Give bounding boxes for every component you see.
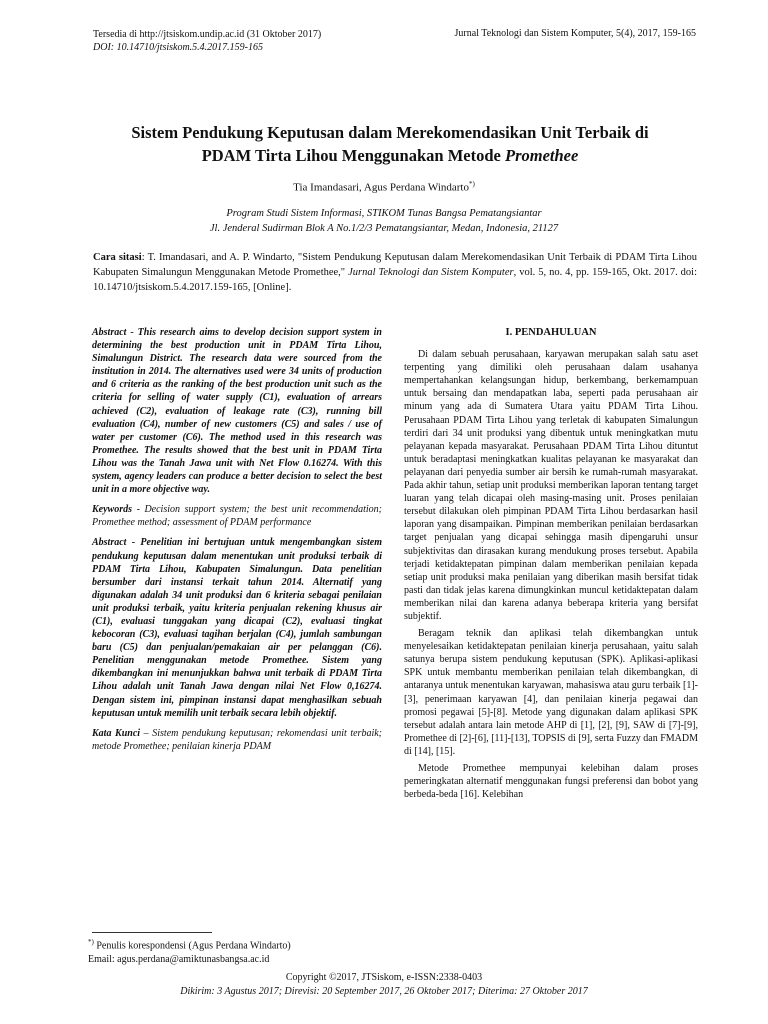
paragraph-2: Beragam teknik dan aplikasi telah dikembangkan untuk menyelesaikan ketidaktepatan penilaian kinerja perusahaan, yaitu salah satunya berupa sistem pendukung keputusan (SPK). Aplikasi-aplikasi SPK untuk membantu memberikan penilaian telah dikembangkan, di antaranya untuk menentukan karyawan, mahasiswa atau guru terbaik [1]-[3], penerimaan karyawan [4], dan penilaian kinerja pegawai dan promosi pegawai [5]-[8]. Metode yang digunakan dalam aplikasi SPK tersebut adalah antara lain metode AHP di [1], [2], [9], SAW di [7]-[9], Promethee di [2]-[6], [11]-[13], TOPSIS di [9], serta Fuzzy dan FMADM di [14], [15]. — [404, 628, 698, 757]
submission-dates: Dikirim: 3 Agustus 2017; Direvisi: 20 September 2017, 26 Oktober 2017; Diterima: 27 Oktober 2017 — [180, 986, 588, 997]
abstract-indonesian: Abstract - Penelitian ini bertujuan untuk mengembangkan sistem pendukung keputusan dalam menentukan unit produksi terbaik di PDAM Tirta Lihou, Kabupaten Simalungun. Data penelitian bersumber dari instansi terkait tahun 2014. Alternatif yang digunakan adalah 34 unit produksi dan 6 kriteria sebagai penilaian unit produksi terbaik, yaitu kriteria penjualan rekening khusus air (C1), evaluasi tunggakan yang dicapai (C2), evaluasi tingkat kebocoran (C3), evaluasi tagihan berjalan (C4), jumlah sambungan baru (C5) dan penjualan/pemakaian air per pelanggan (C6). Penelitian menggunakan metode Promethee. Sistem yang dikembangkan ini menunjukkan bahwa unit terbaik di PDAM Tirta Lihou adalah unit Tanah Jawa dengan nilai Net Flow 0,16274. Dengan sistem ini, pimpinan instansi dapat menghasilkan sebuah keputusan untuk memilih unit terbaik secara lebih objektif. — [92, 537, 382, 719]
keywords-english — [92, 503, 382, 529]
title-line-2 — [80, 144, 700, 167]
journal-reference: Jurnal Teknologi dan Sistem Komputer, 5(4), 2017, 159-165 — [454, 28, 696, 39]
paragraph-1: Di dalam sebuah perusahaan, karyawan merupakan salah satu aset terpenting yang dimiliki oleh perusahaan dalam usahanya mempertahankan kelangsungan hidup, berkembang, berkemampuan untuk bersaing dan mendapatkan laba, seperti pada perusahaan air minum yang ada di Sumatera Utara yaitu PDAM Tirta Lihou. Perusahaan PDAM Tirta Lihou yang terletak di kabupaten Simalungun terdiri dari 34 unit produksi yang dibentuk untuk meningkatkan mutu pelayanan kepada masyarakat. Perusahaan PDAM Tirta Lihou dituntut untuk beradaptasi meningkatkan kualitas pelayanan ke masyarakat dan pelayanan dari penyedia sumber air bersih ke rumah-rumah masyarakat. Pada akhir tahun, setiap unit produksi memberikan laporan tentang target luaran yang telah dicapai oleh masing-masing unit. Proses penilaian tersebut dilakukan oleh pimpinan PDAM Tirta Lihou berdasarkan hasil laporan yang disampaikan. Pimpinan memberikan penilaian berdasarkan target penjualan yang dicapai sehingga masih dipengaruhi unsur subjektivitas dan dirasakan kurang mendukung proses tersebut. Apabila terjadi ketidaktepatan pimpinan dalam memberikan penilaian kepada setiap unit produksi maka penilaian yang diberikan masih bersifat tidak pasti dan tidak jelas karena dimungkinkan muncul ketidaktepatan dalam memberikan nilai dan karena adanya beberapa kriteria yang bersifat subjektif. — [404, 349, 698, 622]
title-line-1: Sistem Pendukung Keputusan dalam Merekomendasikan Unit Terbaik di — [131, 123, 649, 142]
footnote-mark: *) — [88, 938, 94, 946]
header-left — [93, 28, 321, 54]
footnote-email[interactable]: Email: agus.perdana@amiktunasbangsa.ac.id — [88, 954, 270, 966]
citation-block — [93, 250, 697, 295]
footnote — [88, 935, 291, 967]
kata-kunci-text: – Sistem pendukung keputusan; rekomendasi unit terbaik; metode Promethee; penilaian kinerja PDAM — [92, 727, 382, 752]
footnote-author — [88, 935, 291, 953]
affiliation-line-2: Jl. Jenderal Sudirman Blok A No.1/2/3 Pematangsiantar, Medan, Indonesia, 21127 — [209, 223, 559, 234]
footnote-divider — [92, 932, 212, 933]
citation-journal: Jurnal Teknologi dan Sistem Komputer — [348, 267, 514, 278]
keywords-indonesian — [92, 727, 382, 753]
kata-kunci-label: Kata Kunci — [92, 727, 141, 739]
right-column — [404, 326, 698, 805]
title-line-2-main: PDAM Tirta Lihou Menggunakan Metode — [201, 146, 505, 165]
paragraph-3: Metode Promethee mempunyai kelebihan dalam proses pemeringkatan alternatif menggunakan fungsi preferensi dan bobot yang berbeda-beda [16]. Kelebihan — [404, 763, 698, 801]
corresponding-mark: *) — [469, 180, 475, 188]
citation-text-1: : T. Imandasari, and A. P. Windarto, "Sistem Pendukung Keputusan dalam Merekomendasikan Unit Terbaik di PDAM Tirta Lihou Kabupaten Simalungun Menggunakan Metode Promethee," — [93, 252, 698, 278]
footnote-author-text: Penulis korespondensi (Agus Perdana Windarto) — [93, 940, 291, 952]
availability-note: Tersedia di http://jtsiskom.undip.ac.id (31 Oktober 2017) — [93, 29, 322, 40]
affiliation-line-1: Program Studi Sistem Informasi, STIKOM Tunas Bangsa Pematangsiantar — [226, 208, 542, 219]
abstract-english: Abstract - This research aims to develop decision support system in determining the best production unit in PDAM Tirta Lihou, Simalungun District. The research data were sourced from the institution in 2014. The alternatives used were 34 units of production and 6 criteria as the ranking of the best production unit such as the criteria for selling of water supply (C1), evaluation of arrears achieved (C2), evaluation of leakage rate (C3), running bill evaluation (C4), number of new customers (C5) and sales / use of water per customer (C6). The method used in this research was Promethee. The results showed that the best unit in PDAM Tirta Lihou was the Tanah Jawa unit with Net Flow 0.16274. With this system, agency leaders can produce a better decision to select the best unit in a more objective way. — [92, 327, 382, 496]
paper-title — [80, 121, 700, 167]
authors — [0, 180, 768, 194]
affiliation — [0, 206, 768, 236]
keywords-label: Keywords — [92, 504, 132, 516]
doi[interactable]: DOI: 10.14710/jtsiskom.5.4.2017.159-165 — [93, 42, 263, 53]
left-column — [92, 326, 382, 760]
citation-label: Cara sitasi — [93, 252, 142, 263]
copyright: Copyright ©2017, JTSiskom, e-ISSN:2338-0403 — [285, 972, 483, 983]
keywords-text: - Decision support system; the best unit recommendation; Promethee method; assessment of PDAM performance — [92, 504, 382, 529]
citation-text-2: , vol. 5, no. 4, pp. 159-165, Okt. 2017. doi: 10.14710/jtsiskom.5.4.2017.159-165, [Online]. — [93, 267, 698, 293]
section-heading: I. PENDAHULUAN — [505, 327, 597, 338]
author-names: Tia Imandasari, Agus Perdana Windarto — [293, 181, 469, 194]
title-method: Promethee — [504, 146, 579, 165]
